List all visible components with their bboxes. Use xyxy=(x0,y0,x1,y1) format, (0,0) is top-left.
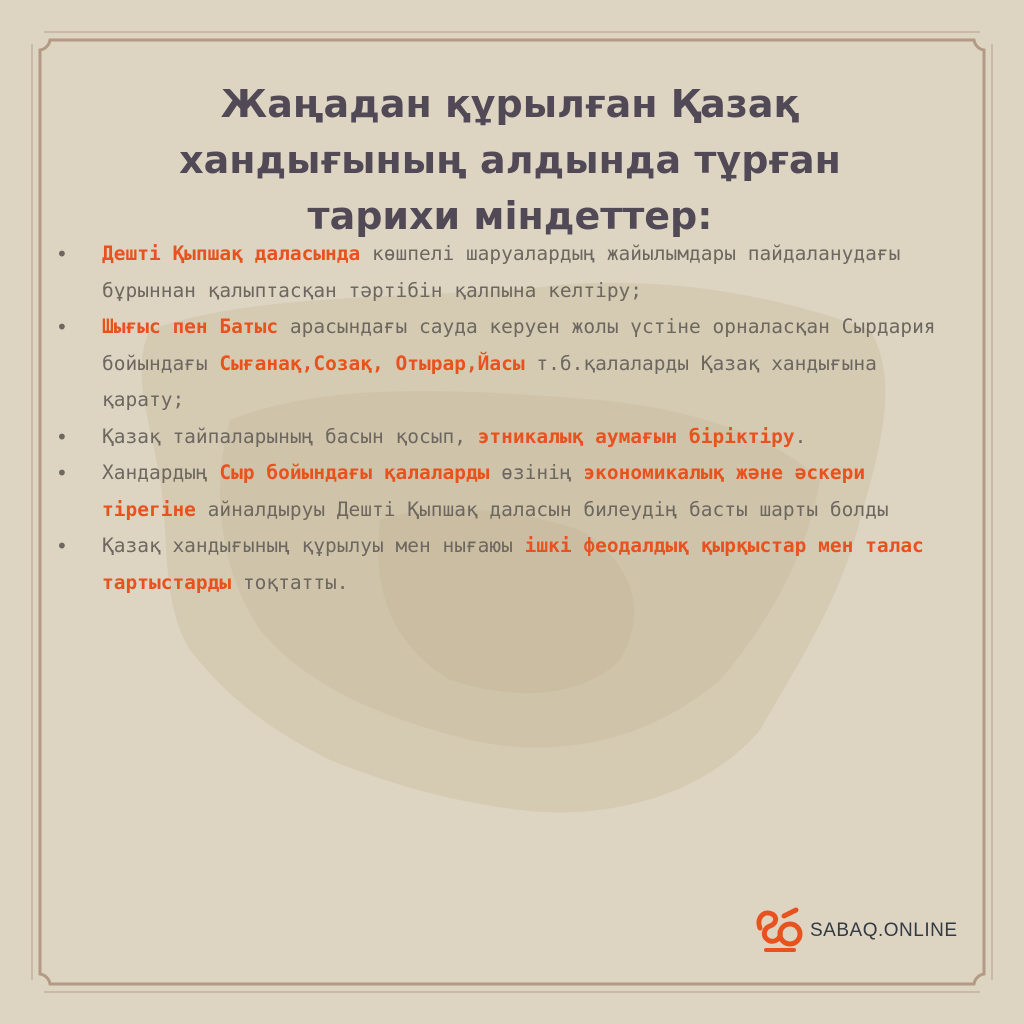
bullet-item xyxy=(56,528,946,601)
highlighted-text: этникалық аумағын біріктіру xyxy=(477,424,795,448)
bullet-dot-icon: • xyxy=(56,534,68,558)
highlighted-text: экономикалық және әскери тірегіне xyxy=(102,461,866,521)
slide-title xyxy=(110,76,910,244)
body-text: . xyxy=(794,424,807,448)
bullet-item xyxy=(56,236,946,309)
logo-text: SABAQ.ONLINE xyxy=(810,920,958,941)
body-text: арасындағы сауда керуен жолы үстіне орналасқан Сырдария бойындағы xyxy=(102,315,936,375)
title-line-1: Жаңадан құрылған Қазақ xyxy=(220,82,800,126)
highlighted-text: Дешті Қыпшақ даласында xyxy=(102,242,361,265)
body-text: Қазақ хандығының құрылуы мен нығаюы xyxy=(102,534,525,557)
bullet-item xyxy=(56,419,946,456)
body-text: т.б.қалаларды Қазақ хандығына қарату; xyxy=(102,351,877,411)
body-text: Хандардың xyxy=(102,461,220,484)
highlighted-text: Шығыс пен Батыс xyxy=(102,315,279,338)
highlighted-text: ішкі феодалдық қырқыстар мен талас тартыстарды xyxy=(102,534,924,594)
title-line-2: хандығының алдында тұрған xyxy=(179,138,841,182)
highlighted-text: Сыр бойындағы қалаларды xyxy=(219,461,490,484)
sabaq-logo-icon xyxy=(752,906,808,956)
sabaq-logo[interactable] xyxy=(752,906,958,956)
bullet-list xyxy=(56,236,946,601)
bullet-dot-icon: • xyxy=(56,315,68,339)
bullet-dot-icon: • xyxy=(56,424,68,449)
highlighted-text: Сығанақ,Созақ, Отырар,Йасы xyxy=(219,351,525,375)
title-line-3: тарихи міндеттер: xyxy=(307,194,713,238)
bullet-dot-icon: • xyxy=(56,242,68,266)
body-text: Қазақ тайпаларының басын қосып, xyxy=(102,424,478,448)
body-text: тоқтатты. xyxy=(231,570,349,594)
body-text: өзінің xyxy=(489,461,584,484)
body-text: айналдыруы Дешті Қыпшақ даласын билеудің басты шарты болды xyxy=(195,497,889,521)
body-text: көшпелі шаруалардың жайылымдары пайдаланудағы бұрыннан қалыптасқан тәртібін қалпына келтіру; xyxy=(102,242,901,302)
bullet-dot-icon: • xyxy=(56,461,68,485)
bullet-item xyxy=(56,455,946,528)
bullet-item xyxy=(56,309,946,419)
